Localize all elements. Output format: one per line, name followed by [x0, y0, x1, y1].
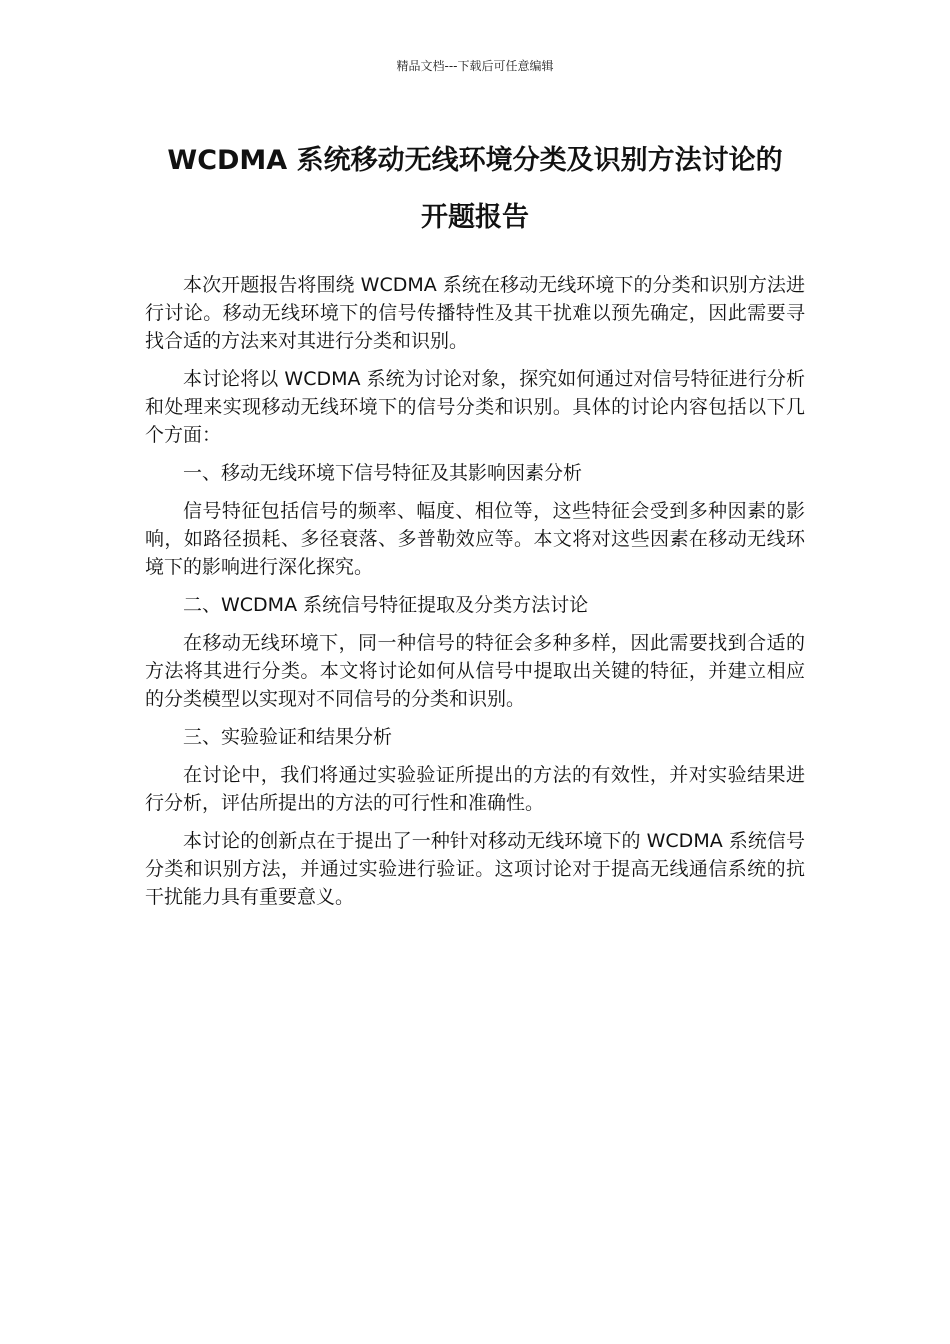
section-heading-2: 二、WCDMA 系统信号特征提取及分类方法讨论	[183, 594, 589, 616]
paragraph-section-2: 在移动无线环境下，同一种信号的特征会多种多样，因此需要找到合适的方法将其进行分类。本文将讨论如何从信号中提取出关键的特征，并建立相应的分类模型以实现对不同信号的分类和识别。	[145, 632, 805, 710]
paragraph-conclusion: 本讨论的创新点在于提出了一种针对移动无线环境下的 WCDMA 系统信号分类和识别方法，并通过实验进行验证。这项讨论对于提高无线通信系统的抗干扰能力具有重要意义。	[145, 830, 805, 908]
paragraph-section-3: 在讨论中，我们将通过实验验证所提出的方法的有效性，并对实验结果进行分析，评估所提出的方法的可行性和准确性。	[145, 764, 805, 814]
paragraph-section-1: 信号特征包括信号的频率、幅度、相位等，这些特征会受到多种因素的影响，如路径损耗、多径衰落、多普勒效应等。本文将对这些因素在移动无线环境下的影响进行深化探究。	[145, 500, 805, 578]
title-line-1: WCDMA 系统移动无线环境分类及识别方法讨论的	[167, 145, 783, 176]
title-line-2: 开题报告	[421, 202, 529, 233]
paragraph-scope: 本讨论将以 WCDMA 系统为讨论对象，探究如何通过对信号特征进行分析和处理来实现移动无线环境下的信号分类和识别。具体的讨论内容包括以下几个方面：	[145, 368, 805, 446]
document-title	[140, 132, 810, 246]
document-body	[145, 271, 805, 921]
paragraph-intro: 本次开题报告将围绕 WCDMA 系统在移动无线环境下的分类和识别方法进行讨论。移动无线环境下的信号传播特性及其干扰难以预先确定，因此需要寻找合适的方法来对其进行分类和识别。	[145, 274, 805, 352]
header-note: 精品文档---下载后可任意编辑	[396, 59, 554, 73]
section-heading-1: 一、移动无线环境下信号特征及其影响因素分析	[183, 462, 583, 484]
section-heading-3: 三、实验验证和结果分析	[183, 726, 393, 748]
